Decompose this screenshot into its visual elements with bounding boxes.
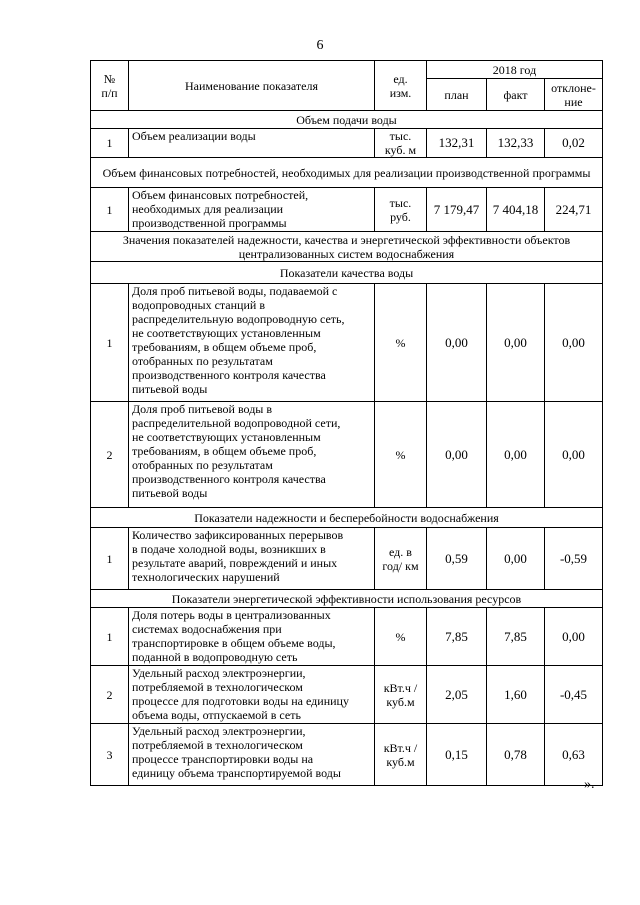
- row-number: 2: [91, 402, 129, 508]
- section-title: Показатели надежности и бесперебойности водоснабжения: [91, 508, 603, 528]
- indicator-name: Доля проб питьевой воды, подаваемой с водопроводных станций в распределительную водопроводную сеть, не соответствующих установленным требованиям, в общем объеме проб, отобранных по результатам производственного контроля качества питьевой воды: [129, 284, 375, 402]
- deviation-value: 0,00: [545, 402, 603, 508]
- row-number: 3: [91, 724, 129, 786]
- indicators-table: [90, 60, 603, 786]
- table-row: [91, 129, 603, 158]
- table-row: [91, 666, 603, 724]
- plan-value: 0,00: [427, 402, 487, 508]
- section-title: Показатели энергетической эффективности использования ресурсов: [91, 590, 603, 608]
- deviation-value: 0,00: [545, 284, 603, 402]
- section-title: Значения показателей надежности, качества и энергетической эффективности объектов централизованных систем водоснабжения: [91, 232, 603, 262]
- section-row: [91, 262, 603, 284]
- deviation-value: -0,59: [545, 528, 603, 590]
- row-number: 1: [91, 608, 129, 666]
- table-row: [91, 724, 603, 786]
- deviation-value: -0,45: [545, 666, 603, 724]
- plan-value: 0,00: [427, 284, 487, 402]
- plan-value: 7 179,47: [427, 188, 487, 232]
- unit-cell: %: [375, 608, 427, 666]
- deviation-value: 0,63: [545, 724, 603, 786]
- unit-cell: кВт.ч / куб.м: [375, 724, 427, 786]
- page-number: 6: [316, 38, 324, 53]
- indicator-name: Доля проб питьевой воды в распределительной водопроводной сети, не соответствующих установленным требованиям, в общем объеме проб, отобранных по результатам производственного контроля качества питьевой воды: [129, 402, 375, 508]
- section-row: [91, 111, 603, 129]
- deviation-value: 0,02: [545, 129, 603, 158]
- section-title: Объем финансовых потребностей, необходимых для реализации производственной программы: [91, 158, 603, 188]
- plan-value: 2,05: [427, 666, 487, 724]
- table-row: [91, 528, 603, 590]
- fact-value: 0,78: [487, 724, 545, 786]
- row-number: 2: [91, 666, 129, 724]
- table-body: [91, 111, 603, 786]
- row-number: 1: [91, 528, 129, 590]
- header-num: № п/п: [91, 61, 129, 111]
- unit-cell: тыс. куб. м: [375, 129, 427, 158]
- fact-value: 0,00: [487, 284, 545, 402]
- fact-value: 7,85: [487, 608, 545, 666]
- plan-value: 0,59: [427, 528, 487, 590]
- header-plan: план: [427, 79, 487, 111]
- indicator-name: Количество зафиксированных перерывов в подаче холодной воды, возникших в результате аварий, повреждений и иных технологических нарушений: [129, 528, 375, 590]
- plan-value: 0,15: [427, 724, 487, 786]
- header-year: 2018 год: [427, 61, 603, 79]
- indicator-name: Объем реализации воды: [129, 129, 375, 158]
- plan-value: 7,85: [427, 608, 487, 666]
- section-row: [91, 508, 603, 528]
- section-title: Показатели качества воды: [91, 262, 603, 284]
- section-row: [91, 590, 603, 608]
- fact-value: 0,00: [487, 402, 545, 508]
- table-row: [91, 402, 603, 508]
- fact-value: 0,00: [487, 528, 545, 590]
- deviation-value: 0,00: [545, 608, 603, 666]
- table-row: [91, 188, 603, 232]
- indicator-name: Доля потерь воды в централизованных системах водоснабжения при транспортировке в общем объеме воды, поданной в водопроводную сеть: [129, 608, 375, 666]
- indicator-name: Удельный расход электроэнергии, потребляемой в технологическом процессе транспортировки воды на единицу объема транспортируемой воды: [129, 724, 375, 786]
- deviation-value: 224,71: [545, 188, 603, 232]
- header-fact: факт: [487, 79, 545, 111]
- row-number: 1: [91, 188, 129, 232]
- section-row: [91, 232, 603, 262]
- unit-cell: тыс. руб.: [375, 188, 427, 232]
- fact-value: 1,60: [487, 666, 545, 724]
- plan-value: 132,31: [427, 129, 487, 158]
- fact-value: 132,33: [487, 129, 545, 158]
- header-name: Наименование показателя: [129, 61, 375, 111]
- table-row: [91, 284, 603, 402]
- unit-cell: кВт.ч / куб.м: [375, 666, 427, 724]
- unit-cell: %: [375, 402, 427, 508]
- indicator-name: Удельный расход электроэнергии, потребляемой в технологическом процессе для подготовки воды на единицу объема воды, отпускаемой в сеть: [129, 666, 375, 724]
- section-title: Объем подачи воды: [91, 111, 603, 129]
- row-number: 1: [91, 129, 129, 158]
- row-number: 1: [91, 284, 129, 402]
- header-deviation: отклоне- ние: [545, 79, 603, 111]
- unit-cell: ед. в год/ км: [375, 528, 427, 590]
- section-row: [91, 158, 603, 188]
- fact-value: 7 404,18: [487, 188, 545, 232]
- indicator-name: Объем финансовых потребностей, необходимых для реализации производственной программы: [129, 188, 375, 232]
- header-unit: ед. изм.: [375, 61, 427, 111]
- table-row: [91, 608, 603, 666]
- unit-cell: %: [375, 284, 427, 402]
- closing-mark: ».: [584, 777, 595, 792]
